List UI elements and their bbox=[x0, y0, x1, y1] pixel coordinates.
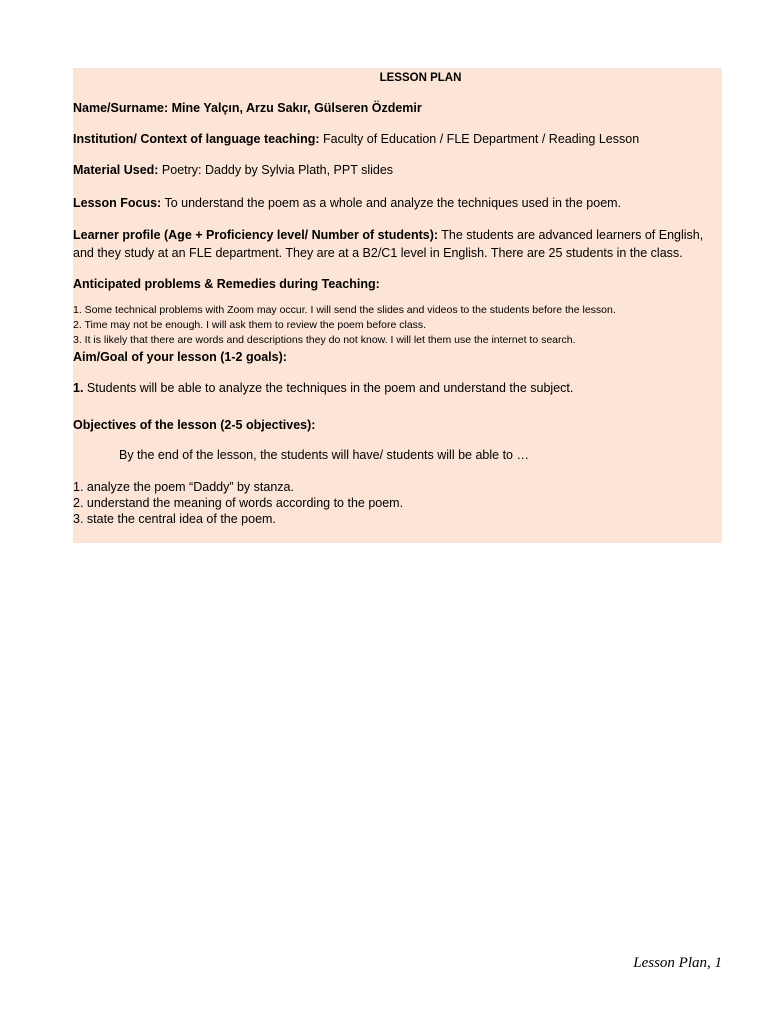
problem-item: 3. It is likely that there are words and descriptions they do not know. I will let them use the internet to search. bbox=[73, 334, 576, 346]
objectives-intro: By the end of the lesson, the students will have/ students will be able to … bbox=[119, 448, 529, 462]
problem-item: 1. Some technical problems with Zoom may occur. I will send the slides and videos to the students before the lesson. bbox=[73, 304, 616, 316]
aim-row bbox=[73, 380, 573, 396]
learner-profile-continuation: and they study at an FLE department. They are at a B2/C1 level in English. There are 25 students in the class. bbox=[73, 246, 683, 260]
objective-item: 2. understand the meaning of words according to the poem. bbox=[73, 496, 404, 510]
learner-profile-value: The students are advanced learners of English, bbox=[438, 228, 704, 242]
material-value: Poetry: Daddy by Sylvia Plath, PPT slides bbox=[158, 163, 394, 177]
learner-profile-row bbox=[73, 227, 703, 243]
lesson-focus-value: To understand the poem as a whole and analyze the techniques used in the poem. bbox=[161, 196, 622, 210]
page-footer: Lesson Plan, 1 bbox=[633, 955, 722, 971]
problem-item: 2. Time may not be enough. I will ask them to review the poem before class. bbox=[73, 319, 427, 331]
material-row bbox=[73, 162, 393, 178]
learner-profile-label: Learner profile (Age + Proficiency level/ Number of students): bbox=[73, 228, 439, 242]
page-title: LESSON PLAN bbox=[379, 72, 462, 84]
institution-label: Institution/ Context of language teaching: bbox=[73, 132, 320, 146]
objective-item: 3. state the central idea of the poem. bbox=[73, 512, 276, 526]
material-label: Material Used: bbox=[73, 163, 159, 177]
problems-heading: Anticipated problems & Remedies during Teaching: bbox=[73, 277, 380, 291]
lesson-focus-label: Lesson Focus: bbox=[73, 196, 162, 210]
aim-number: 1. bbox=[73, 381, 84, 395]
name-surname: Name/Surname: Mine Yalçın, Arzu Sakır, Gülseren Özdemir bbox=[73, 101, 422, 115]
objective-item: 1. analyze the poem “Daddy” by stanza. bbox=[73, 480, 294, 494]
institution-value: Faculty of Education / FLE Department / Reading Lesson bbox=[319, 132, 640, 146]
objectives-heading: Objectives of the lesson (2-5 objectives): bbox=[73, 418, 316, 432]
aim-text: Students will be able to analyze the techniques in the poem and understand the subject. bbox=[83, 381, 574, 395]
institution-row bbox=[73, 131, 639, 147]
lesson-focus-row bbox=[73, 195, 621, 211]
aim-heading: Aim/Goal of your lesson (1-2 goals): bbox=[73, 350, 287, 364]
